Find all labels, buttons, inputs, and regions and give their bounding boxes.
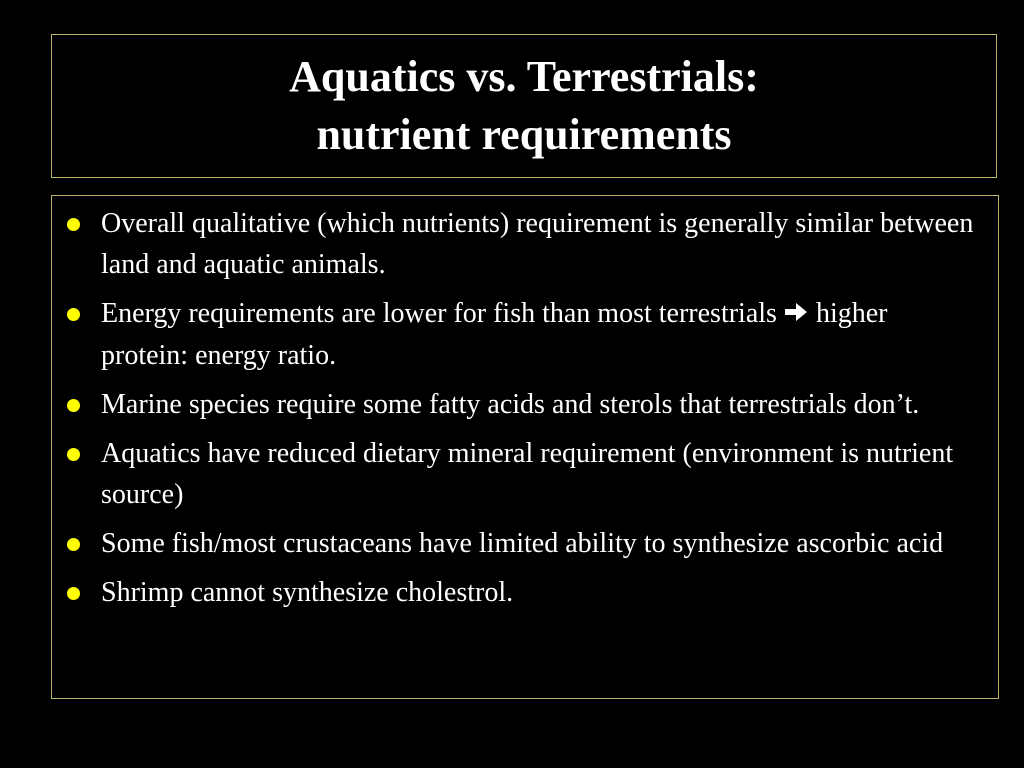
bullet-item-3 bbox=[66, 384, 980, 425]
bullet-dot-icon bbox=[67, 218, 80, 231]
title-frame bbox=[51, 34, 997, 178]
bullet-item-4 bbox=[66, 433, 980, 515]
bullet-text-6: Shrimp cannot synthesize cholestrol. bbox=[101, 577, 514, 608]
slide-title-line-2: nutrient requirements bbox=[316, 110, 732, 159]
bullet-dot-icon bbox=[67, 448, 80, 461]
bullet-dot-icon bbox=[67, 538, 80, 551]
bullet-item-5 bbox=[66, 523, 980, 564]
bullet-text-4: Aquatics have reduced dietary mineral requirement (environment is nutrient source) bbox=[101, 438, 954, 510]
bullet-dot-icon bbox=[67, 308, 80, 321]
bullet-text-3: Marine species require some fatty acids and sterols that terrestrials don’t. bbox=[101, 389, 920, 420]
bullet-list bbox=[66, 203, 980, 613]
bullet-text-2b: higher protein: energy ratio. bbox=[101, 298, 888, 371]
bullet-text-1: Overall qualitative (which nutrients) requirement is generally similar between land and aquatic animals. bbox=[101, 208, 974, 280]
bullet-item-2 bbox=[66, 293, 980, 376]
bullet-text-5: Some fish/most crustaceans have limited ability to synthesize ascorbic acid bbox=[101, 528, 944, 559]
bullet-item-1 bbox=[66, 203, 980, 285]
bullet-item-6 bbox=[66, 572, 980, 613]
slide-title-line-1: Aquatics vs. Terrestrials: bbox=[289, 52, 759, 101]
bullet-text-2a: Energy requirements are lower for fish than most terrestrials bbox=[101, 298, 777, 329]
content-frame bbox=[51, 195, 999, 699]
right-arrow-icon bbox=[783, 294, 809, 335]
bullet-dot-icon bbox=[67, 399, 80, 412]
bullet-dot-icon bbox=[67, 587, 80, 600]
